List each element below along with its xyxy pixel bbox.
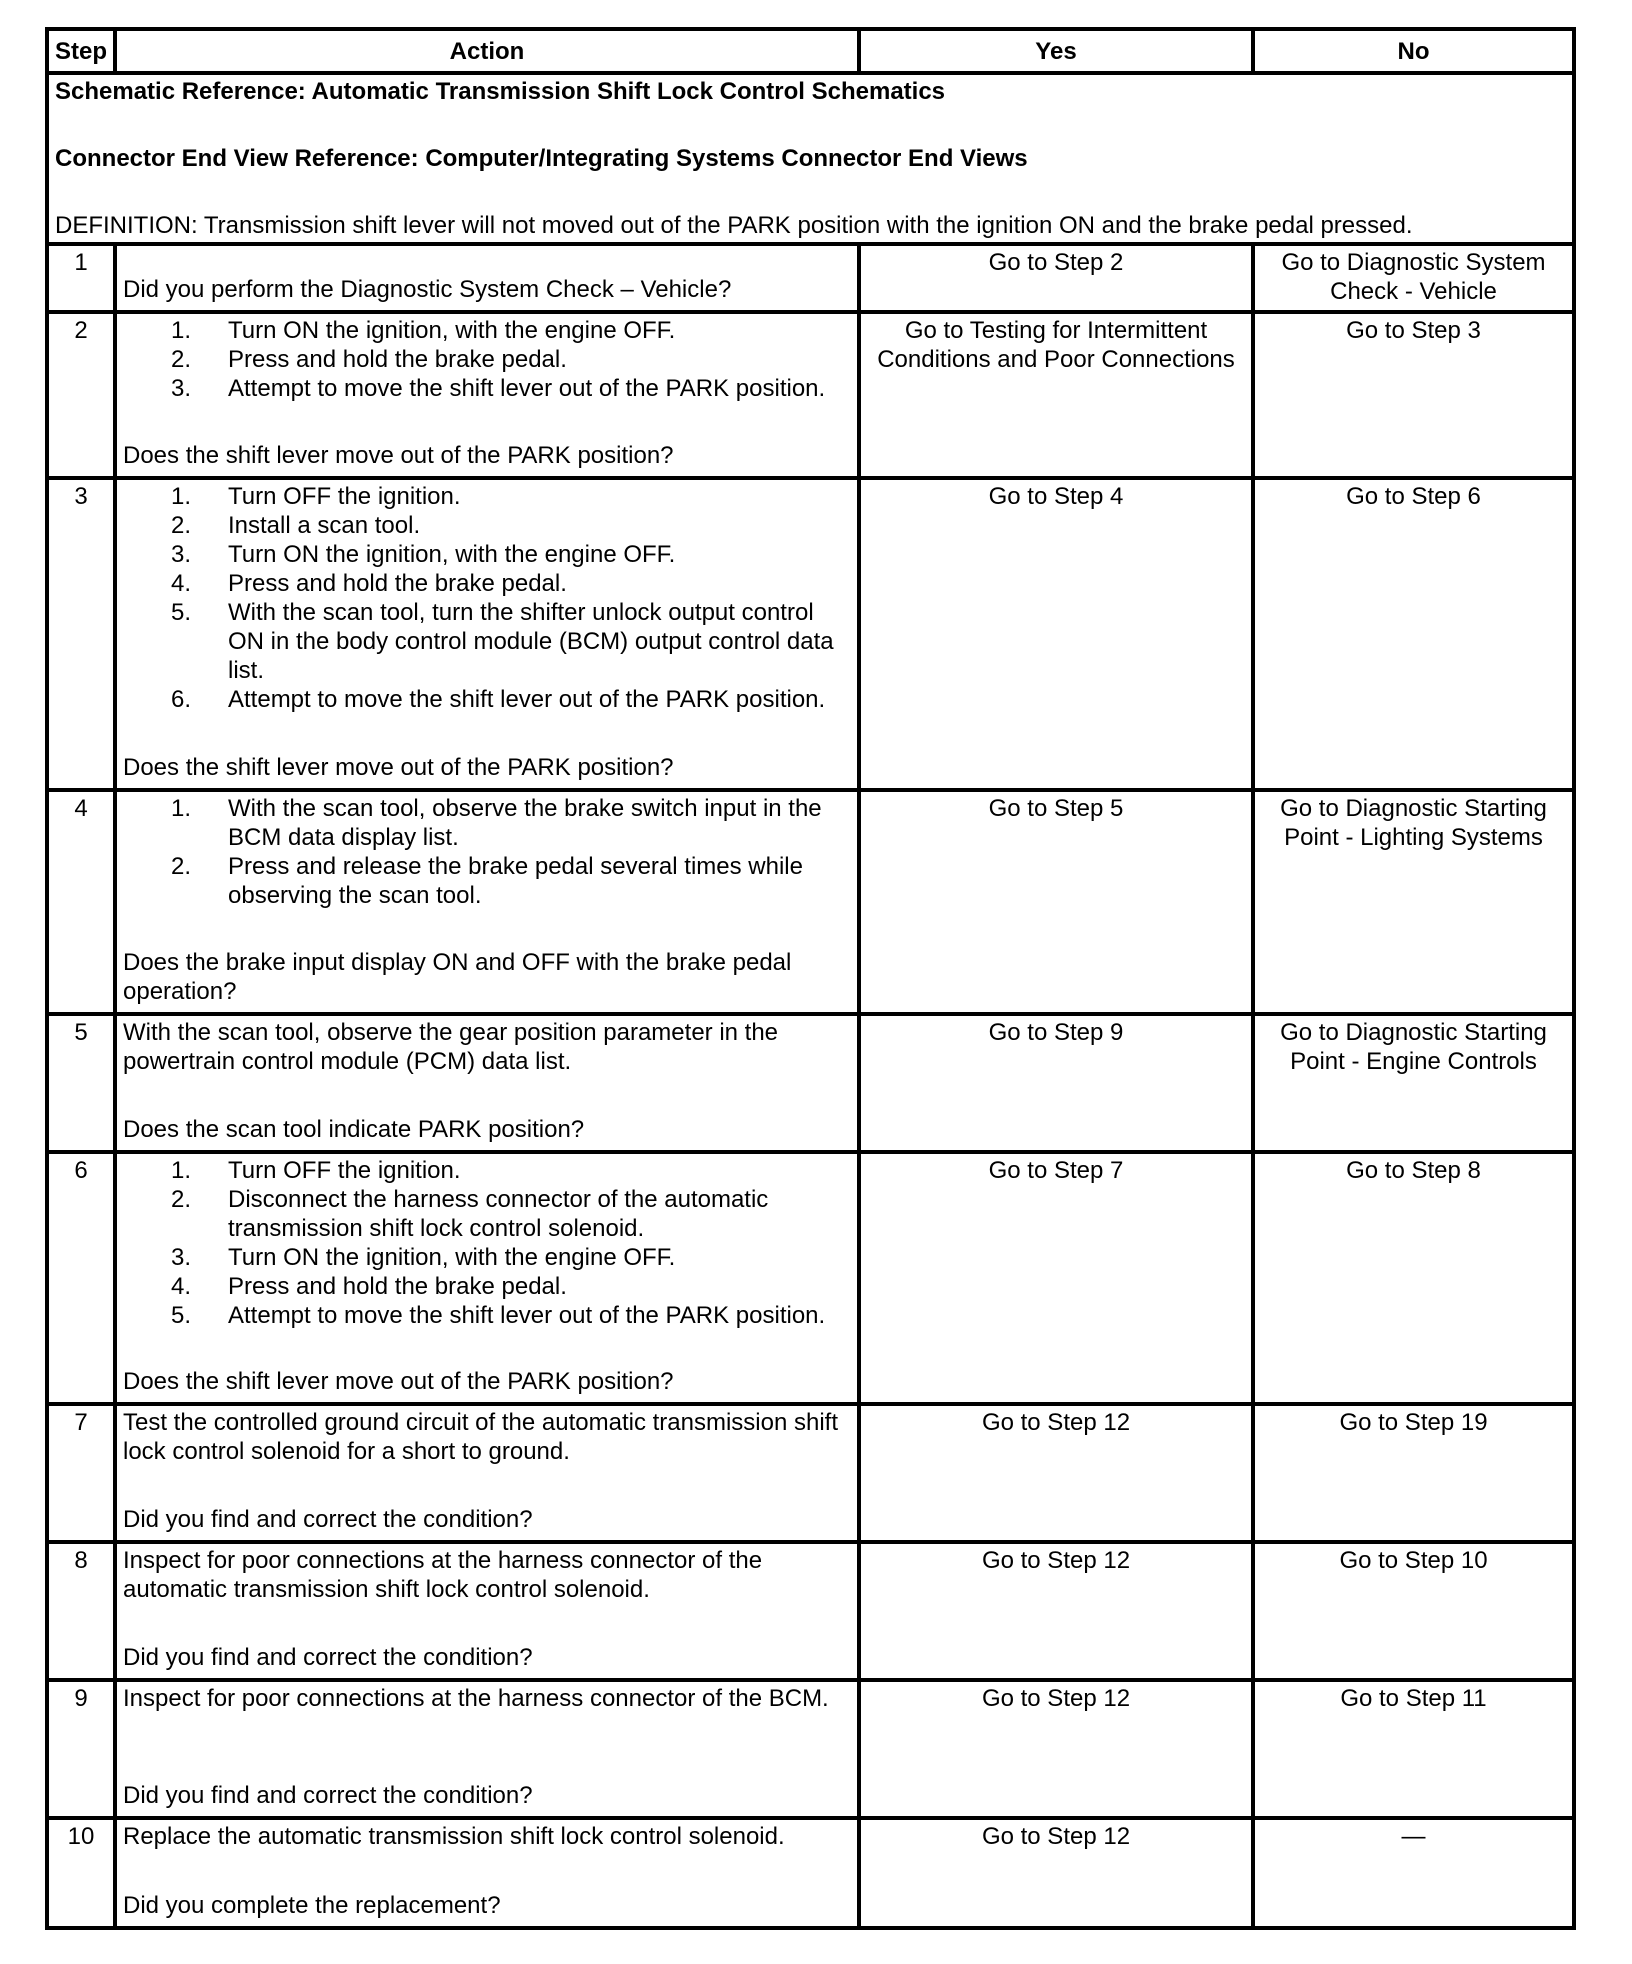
procedure-item-number: 1. [171, 795, 192, 822]
yes-result: Go to Step 12 [859, 1680, 1253, 1818]
action-instructions [123, 1408, 851, 1466]
no-result: Go to Step 3 [1253, 312, 1574, 478]
step-number: 8 [47, 1542, 115, 1680]
procedure-item-text: Disconnect the harness connector of the automatic transmission shift lock control solenoid. [228, 1186, 769, 1242]
step-row [47, 1680, 1574, 1818]
no-result: Go to Diagnostic Starting Point - Lighting Systems [1253, 790, 1574, 1014]
header-row [47, 29, 1574, 73]
procedure-item-number: 1. [171, 483, 192, 510]
yes-result: Go to Step 12 [859, 1818, 1253, 1928]
action-instructions [123, 1156, 851, 1330]
action-cell [115, 1542, 859, 1680]
action-instructions [123, 316, 851, 403]
procedure-item-number: 5. [171, 1302, 192, 1329]
step-number: 7 [47, 1404, 115, 1542]
step-number: 10 [47, 1818, 115, 1928]
step-number: 2 [47, 312, 115, 478]
procedure-item [171, 685, 851, 714]
procedure-item-number: 2. [171, 512, 192, 539]
yes-result: Go to Step 5 [859, 790, 1253, 1014]
no-result: — [1253, 1818, 1574, 1928]
step-number: 5 [47, 1014, 115, 1152]
action-question: Does the shift lever move out of the PARK position? [123, 754, 674, 781]
step-row [47, 1542, 1574, 1680]
step-row [47, 244, 1574, 312]
procedure-item-number: 3. [171, 541, 192, 568]
procedure-item-text: Press and hold the brake pedal. [228, 346, 567, 373]
yes-result: Go to Step 12 [859, 1404, 1253, 1542]
no-result: Go to Step 10 [1253, 1542, 1574, 1680]
step-number: 4 [47, 790, 115, 1014]
no-result: Go to Step 6 [1253, 478, 1574, 790]
procedure-list [123, 794, 851, 910]
procedure-item-text: Turn ON the ignition, with the engine OFF. [228, 1244, 676, 1271]
step-row [47, 1152, 1574, 1404]
procedure-item-text: Attempt to move the shift lever out of the PARK position. [228, 686, 826, 713]
action-cell [115, 1152, 859, 1404]
procedure-item-number: 2. [171, 853, 192, 880]
procedure-item [171, 1156, 851, 1185]
action-question: Does the shift lever move out of the PARK position? [123, 1368, 674, 1395]
procedure-item [171, 540, 851, 569]
procedure-item-text: Turn ON the ignition, with the engine OFF. [228, 317, 676, 344]
procedure-item [171, 345, 851, 374]
action-intro: Test the controlled ground circuit of the automatic transmission shift lock control solenoid for a short to ground. [123, 1409, 839, 1465]
procedure-list [123, 482, 851, 714]
yes-result: Go to Step 9 [859, 1014, 1253, 1152]
procedure-item [171, 794, 851, 852]
action-question: Did you find and correct the condition? [123, 1644, 533, 1671]
action-cell [115, 1818, 859, 1928]
procedure-item-number: 6. [171, 686, 192, 713]
no-result: Go to Step 19 [1253, 1404, 1574, 1542]
procedure-item [171, 1243, 851, 1272]
procedure-item-text: Press and release the brake pedal several times while observing the scan tool. [228, 853, 803, 909]
action-cell [115, 1014, 859, 1152]
procedure-item [171, 1301, 851, 1330]
procedure-list [123, 1156, 851, 1330]
action-instructions [123, 794, 851, 910]
procedure-item-number: 1. [171, 317, 192, 344]
header-yes: Yes [859, 29, 1253, 73]
yes-result: Go to Step 12 [859, 1542, 1253, 1680]
action-intro: Replace the automatic transmission shift lock control solenoid. [123, 1823, 785, 1850]
procedure-item-text: Press and hold the brake pedal. [228, 1273, 567, 1300]
reference-row [47, 73, 1574, 244]
step-number: 6 [47, 1152, 115, 1404]
diagnostic-table [45, 27, 1576, 1930]
procedure-item-number: 2. [171, 346, 192, 373]
yes-result: Go to Step 4 [859, 478, 1253, 790]
procedure-item-text: Turn ON the ignition, with the engine OFF. [228, 541, 676, 568]
action-intro: With the scan tool, observe the gear position parameter in the powertrain control module (PCM) data list. [123, 1019, 779, 1075]
step-row [47, 790, 1574, 1014]
procedure-item [171, 511, 851, 540]
procedure-item-number: 4. [171, 570, 192, 597]
procedure-item [171, 852, 851, 910]
header-action: Action [115, 29, 859, 73]
action-question: Did you perform the Diagnostic System Check – Vehicle? [123, 276, 732, 303]
procedure-item-text: Attempt to move the shift lever out of the PARK position. [228, 375, 826, 402]
action-instructions [123, 1822, 851, 1851]
procedure-item-text: With the scan tool, observe the brake switch input in the BCM data display list. [228, 795, 822, 851]
procedure-item [171, 1272, 851, 1301]
action-instructions [123, 1546, 851, 1604]
no-result: Go to Diagnostic Starting Point - Engine Controls [1253, 1014, 1574, 1152]
step-number: 3 [47, 478, 115, 790]
action-cell [115, 244, 859, 312]
action-cell [115, 790, 859, 1014]
procedure-item-number: 3. [171, 375, 192, 402]
procedure-item [171, 374, 851, 403]
no-result: Go to Diagnostic System Check - Vehicle [1253, 244, 1574, 312]
action-cell [115, 312, 859, 478]
procedure-item-text: With the scan tool, turn the shifter unlock output control ON in the body control module (BCM) output control data list. [228, 599, 834, 684]
step-row [47, 1014, 1574, 1152]
action-question: Did you find and correct the condition? [123, 1506, 533, 1533]
procedure-item-number: 1. [171, 1157, 192, 1184]
step-row [47, 478, 1574, 790]
action-cell [115, 478, 859, 790]
procedure-list [123, 316, 851, 403]
action-question: Did you complete the replacement? [123, 1892, 501, 1919]
action-question: Does the brake input display ON and OFF with the brake pedal operation? [123, 949, 792, 1005]
reference-cell [47, 73, 1574, 244]
action-question: Did you find and correct the condition? [123, 1782, 533, 1809]
procedure-item [171, 598, 851, 685]
step-number: 1 [47, 244, 115, 312]
yes-result: Go to Testing for Intermittent Conditions and Poor Connections [859, 312, 1253, 478]
procedure-item [171, 316, 851, 345]
action-intro: Inspect for poor connections at the harness connector of the automatic transmission shift lock control solenoid. [123, 1547, 763, 1603]
procedure-item-text: Attempt to move the shift lever out of the PARK position. [228, 1302, 826, 1329]
header-no: No [1253, 29, 1574, 73]
no-result: Go to Step 11 [1253, 1680, 1574, 1818]
procedure-item [171, 1185, 851, 1243]
action-instructions [123, 482, 851, 714]
procedure-item-text: Turn OFF the ignition. [228, 483, 461, 510]
action-instructions [123, 1684, 851, 1713]
procedure-item [171, 569, 851, 598]
step-row [47, 1404, 1574, 1542]
procedure-item-text: Press and hold the brake pedal. [228, 570, 567, 597]
step-number: 9 [47, 1680, 115, 1818]
procedure-item-number: 2. [171, 1186, 192, 1213]
procedure-item-text: Turn OFF the ignition. [228, 1157, 461, 1184]
procedure-item [171, 482, 851, 511]
action-question: Does the shift lever move out of the PARK position? [123, 442, 674, 469]
procedure-item-number: 3. [171, 1244, 192, 1271]
action-question: Does the scan tool indicate PARK position? [123, 1116, 585, 1143]
schematic-reference: Schematic Reference: Automatic Transmission Shift Lock Control Schematics [55, 78, 946, 105]
action-cell [115, 1680, 859, 1818]
procedure-item-number: 5. [171, 599, 192, 626]
step-row [47, 312, 1574, 478]
action-instructions [123, 1018, 851, 1076]
action-cell [115, 1404, 859, 1542]
step-row [47, 1818, 1574, 1928]
no-result: Go to Step 8 [1253, 1152, 1574, 1404]
yes-result: Go to Step 2 [859, 244, 1253, 312]
header-step: Step [47, 29, 115, 73]
yes-result: Go to Step 7 [859, 1152, 1253, 1404]
action-intro: Inspect for poor connections at the harness connector of the BCM. [123, 1685, 829, 1712]
definition-text: DEFINITION: Transmission shift lever will not moved out of the PARK position with the ignition ON and the brake pedal pressed. [55, 212, 1413, 239]
procedure-item-text: Install a scan tool. [228, 512, 421, 539]
connector-reference: Connector End View Reference: Computer/Integrating Systems Connector End Views [55, 145, 1028, 172]
procedure-item-number: 4. [171, 1273, 192, 1300]
